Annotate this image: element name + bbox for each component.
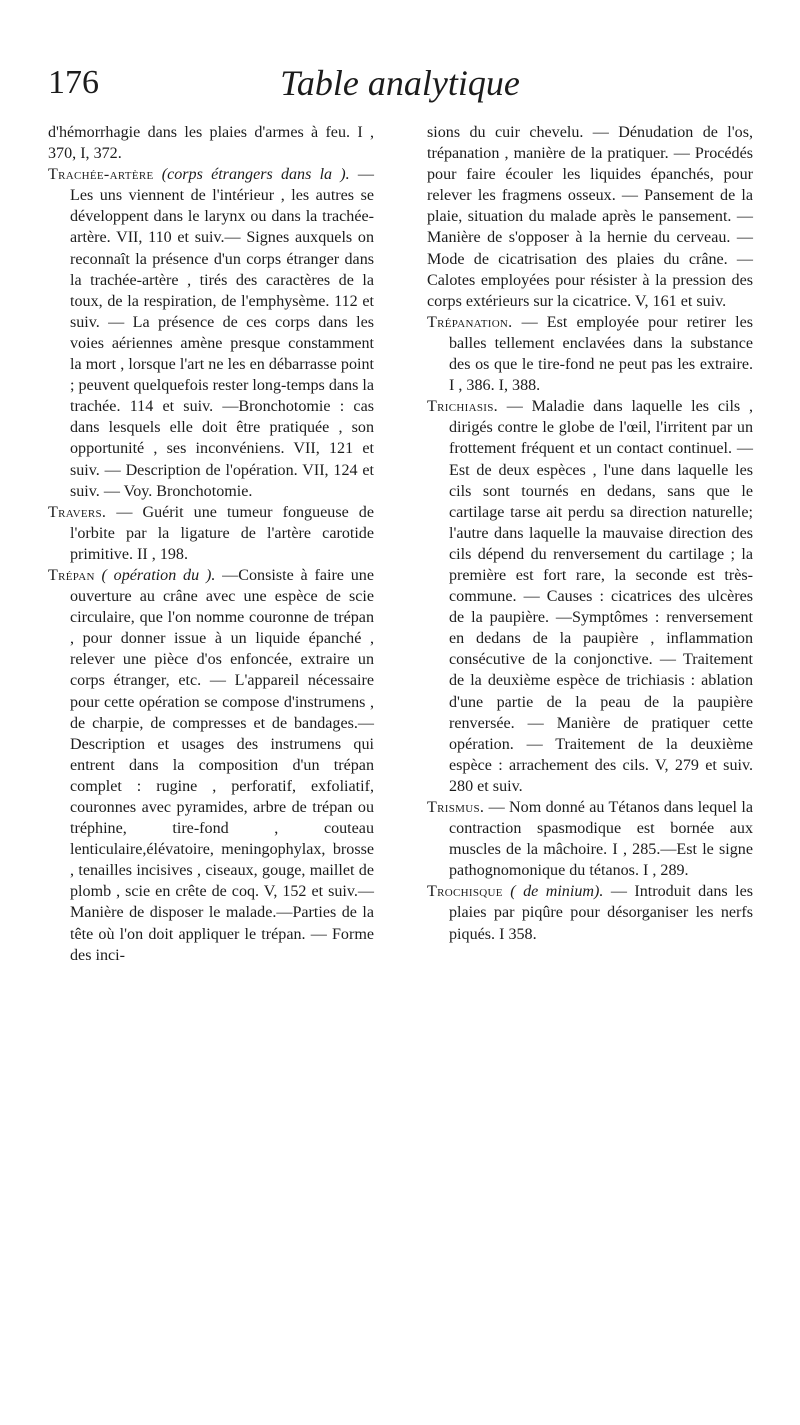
- running-title: Table analytique: [280, 63, 520, 103]
- index-entry: [427, 396, 753, 797]
- entry-headword: Trachée-artère: [48, 166, 154, 184]
- index-entry: [48, 164, 374, 502]
- entry-headword: Travers.: [48, 503, 107, 521]
- continuation-text: d'hémorrhagie dans les plaies d'armes à feu. I , 370, I, 372.: [48, 124, 374, 163]
- index-entry: [427, 312, 753, 396]
- entry-text: — Est employée pour retirer les balles tellement enclavées dans la substance des os que le tire-fond ne peut pas les extraire. I , 386. I, 388.: [449, 313, 753, 395]
- entry-text: —Consiste à faire une ouverture au crâne avec une espèce de scie circulaire, que l'on nomme couronne de trépan , pour donner issue à un liquide épanché , relever une pièce d'os enfoncée, extraire un corps étranger, etc. — L'appareil nécessaire pour cette opération se compose d'instrumens , de charpie, de compresses et de bandages.— Description et usages des instrumens qui entrent dans la composition d'un trépan complet : rugine , perforatif, exfoliatif, couronnes avec pyramides, arbre de trépan ou tréphine, tire-fond , couteau lenticulaire,élévatoire, meningophylax, brosse , tenailles incisives , ciseaux, gouge, maillet de plomb , scie en crête de coq. V, 152 et suiv.—Manière de disposer le malade.—Parties de la tête où l'on doit appliquer le trépan. — Forme des inci-: [70, 566, 374, 964]
- left-column: [48, 122, 374, 966]
- entry-qualifier: ( opération du ).: [101, 566, 216, 584]
- entry-qualifier: ( de minium).: [510, 883, 604, 901]
- entry-text: — Nom donné au Tétanos dans lequel la contraction spasmodique est bornée aux muscles de la mâchoire. I , 285.—Est le signe pathognomonique du tétanos. I , 289.: [449, 799, 753, 880]
- index-entry: [48, 502, 374, 565]
- page-number: 176: [48, 64, 99, 101]
- entry-headword: Trismus.: [427, 799, 485, 816]
- entry-text: — Guérit une tumeur fongueuse de l'orbite par la ligature de l'artère carotide primitive. II , 198.: [70, 503, 374, 563]
- entry-qualifier: (corps étrangers dans la ).: [161, 166, 350, 184]
- continuation-text: sions du cuir chevelu. — Dénudation de l'os, trépanation , manière de la pratiquer. — Procédés pour faire écouler les liquides épanchés, pour relever les fragmens osseux. — Pansement de la plaie, situation du malade après le pansement. — Manière de s'opposer à la hernie du cerveau. — Mode de cicatrisation des plaies du crâne. — Calotes employées pour résister à la pression des corps extérieurs sur la cicatrice. V, 161 et suiv.: [427, 124, 753, 310]
- right-column: [427, 122, 753, 945]
- entry-headword: Trépanation.: [427, 313, 513, 331]
- index-entry: [427, 881, 753, 944]
- entry-text: — Les uns viennent de l'intérieur , les autres se développent dans le larynx ou dans la trachée-artère. VII, 110 et suiv.— Signes auxquels on reconnaît la présence d'un corps étranger dans la trachée-artère , tirés des caractères de la toux, de la respiration, de l'emphysème. 112 et suiv. — La présence de ces corps dans les voies aériennes amène presque constamment la mort , lorsque l'art ne les en débarrasse point ; peuvent quelquefois rester long-temps dans la trachée. 114 et suiv. —Bronchotomie : cas dans lesquels elle doit être pratiquée , son opportunité , ses inconvéniens. VII, 121 et suiv. — Description de l'opération. VII, 124 et suiv. — Voy. Bronchotomie.: [70, 166, 374, 500]
- entry-text: — Maladie dans laquelle les cils , dirigés contre le globe de l'œil, l'irritent par un frottement fréquent et un contact continuel. — Est de deux espèces , l'une dans laquelle les cils sont tournés en dedans, sans que le cartilage tarse ait perdu sa direction naturelle; l'autre dans laquelle la mauvaise direction des cils dépend du renversement du cartilage ; la première est fort rare, la seconde est très-commune. — Causes : cicatrices des ulcères de la paupière. —Symptômes : renversement en dedans de la paupière , inflammation consécutive de la conjonctive. — Traitement de la deuxième espèce de trichiasis : ablation d'une partie de la peau de la paupière renversée. — Manière de pratiquer cette opération. — Traitement de la deuxième espèce : arrachement des cils. V, 279 et suiv. 280 et suiv.: [449, 398, 753, 795]
- index-entry: [48, 565, 374, 966]
- entry-headword: Trichiasis.: [427, 398, 498, 416]
- entry-text: — Introduit dans les plaies par piqûre pour désorganiser les nerfs piqués. I 358.: [449, 883, 753, 943]
- entry-headword: Trochisque: [427, 883, 503, 901]
- index-entry: [427, 797, 753, 881]
- entry-headword: Trépan: [48, 566, 95, 584]
